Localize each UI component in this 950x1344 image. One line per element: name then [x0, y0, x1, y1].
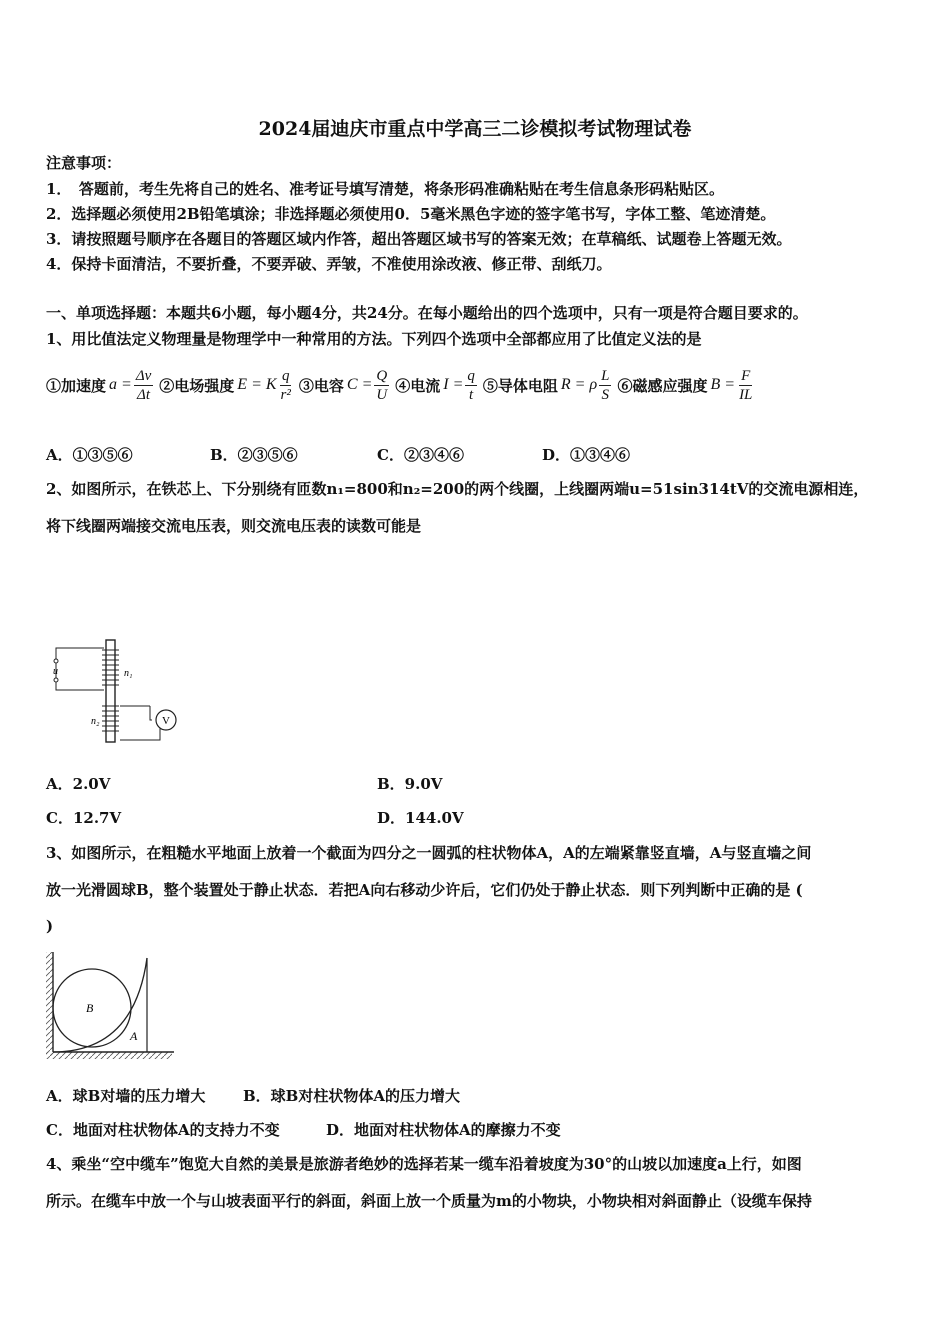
q1-option-c[interactable]: C．②③④⑥ [377, 446, 464, 464]
q2-option-a[interactable]: A．2.0V [46, 775, 111, 793]
q1-formula-row [46, 360, 760, 410]
notice-item: 2．选择题必须使用2B铅笔填涂；非选择题必须使用0．5毫米黑色字迹的签字笔书写，字体工整、笔迹清楚。 [46, 205, 776, 223]
q1-stem: 1、用比值法定义物理量是物理学中一种常用的方法。下列四个选项中全部都应用了比值定义法的是 [46, 330, 702, 348]
notice-heading: 注意事项： [46, 154, 122, 172]
fig-label-n1: n₁ [124, 668, 133, 679]
notice-item: 4．保持卡面清洁，不要折叠，不要弄破、弄皱，不准使用涂改液、修正带、刮纸刀。 [46, 255, 612, 273]
q1-label: ②电场强度 [159, 376, 235, 395]
formula-current: I = $\frac{q}{t}$ [443, 367, 475, 403]
q1-label: ①加速度 [46, 376, 107, 395]
q1-option-d[interactable]: D．①③④⑥ [542, 446, 631, 464]
q3-stem: 放一光滑圆球B，整个装置处于静止状态．若把A向右移动少许后，它们仍处于静止状态．则下列判断中正确的是 ( [46, 881, 803, 899]
section-heading: 一、单项选择题：本题共6小题，每小题4分，共24分。在每小题给出的四个选项中，只有一项是符合题目要求的。 [46, 304, 808, 322]
q1-label: ③电容 [298, 376, 344, 395]
q4-stem: 4、乘坐“空中缆车”饱览大自然的美景是旅游者绝妙的选择若某一缆车沿着坡度为30°的山坡以加速度a上行，如图 [46, 1155, 802, 1173]
fig-label-u: u [53, 666, 58, 677]
q2-option-b[interactable]: B．9.0V [377, 775, 443, 793]
q1-option-b[interactable]: B．②③⑤⑥ [210, 446, 298, 464]
q2-stem: 2、如图所示，在铁芯上、下分别绕有匝数n₁=800和n₂=200的两个线圈，上线圈两端u=51sin314tV的交流电源相连， [46, 480, 869, 498]
fig-label-b: B [86, 1001, 94, 1015]
page-title: 2024届迪庆市重点中学高三二诊模拟考试物理试卷 [258, 118, 692, 140]
formula-capacitance: C = $\frac{Q}{U}$ [346, 367, 388, 403]
q3-stem: 3、如图所示，在粗糙水平地面上放着一个截面为四分之一圆弧的柱状物体A，A的左端紧靠竖直墙，A与竖直墙之间 [46, 844, 812, 862]
q3-option-b[interactable]: B．球B对柱状物体A的压力增大 [243, 1087, 460, 1105]
notice-item: 1． 答题前，考生先将自己的姓名、准考证号填写清楚，将条形码准确粘贴在考生信息条形码粘贴区。 [46, 180, 724, 198]
formula-acceleration: a = $\frac{\Delta v}{\Delta t}$ [109, 367, 152, 403]
q2-option-c[interactable]: C．12.7V [46, 809, 122, 827]
q1-option-a[interactable]: A．①③⑤⑥ [46, 446, 133, 464]
q3-option-a[interactable]: A．球B对墙的压力增大 [46, 1087, 206, 1105]
formula-resistance: R = ρ $\frac{L}{S}$ [560, 367, 610, 403]
formula-magnetic-induction: B = $\frac{F}{IL}$ [710, 367, 753, 403]
fig-label-n2: n₂ [91, 716, 100, 727]
q1-label: ⑤导体电阻 [482, 376, 558, 395]
formula-electric-field: E = K $\frac{q}{\text{r²}}$ [237, 367, 291, 403]
q3-option-c[interactable]: C．地面对柱状物体A的支持力不变 [46, 1121, 280, 1139]
q3-stem: ) [46, 917, 54, 935]
voltmeter-icon: V [162, 715, 170, 727]
q1-label: ④电流 [395, 376, 441, 395]
sphere-wall-figure [44, 948, 176, 1062]
q2-option-d[interactable]: D．144.0V [377, 809, 464, 827]
q2-stem: 将下线圈两端接交流电压表，则交流电压表的读数可能是 [46, 517, 422, 535]
q3-option-d[interactable]: D．地面对柱状物体A的摩擦力不变 [326, 1121, 561, 1139]
q4-stem: 所示。在缆车中放一个与山坡表面平行的斜面，斜面上放一个质量为m的小物块，小物块相对斜面静止（设缆车保持 [46, 1192, 812, 1210]
q1-label: ⑥磁感应强度 [617, 376, 708, 395]
notice-item: 3．请按照题号顺序在各题目的答题区域内作答，超出答题区域书写的答案无效；在草稿纸、试题卷上答题无效。 [46, 230, 792, 248]
transformer-figure [46, 636, 181, 748]
fig-label-a: A [130, 1029, 138, 1043]
